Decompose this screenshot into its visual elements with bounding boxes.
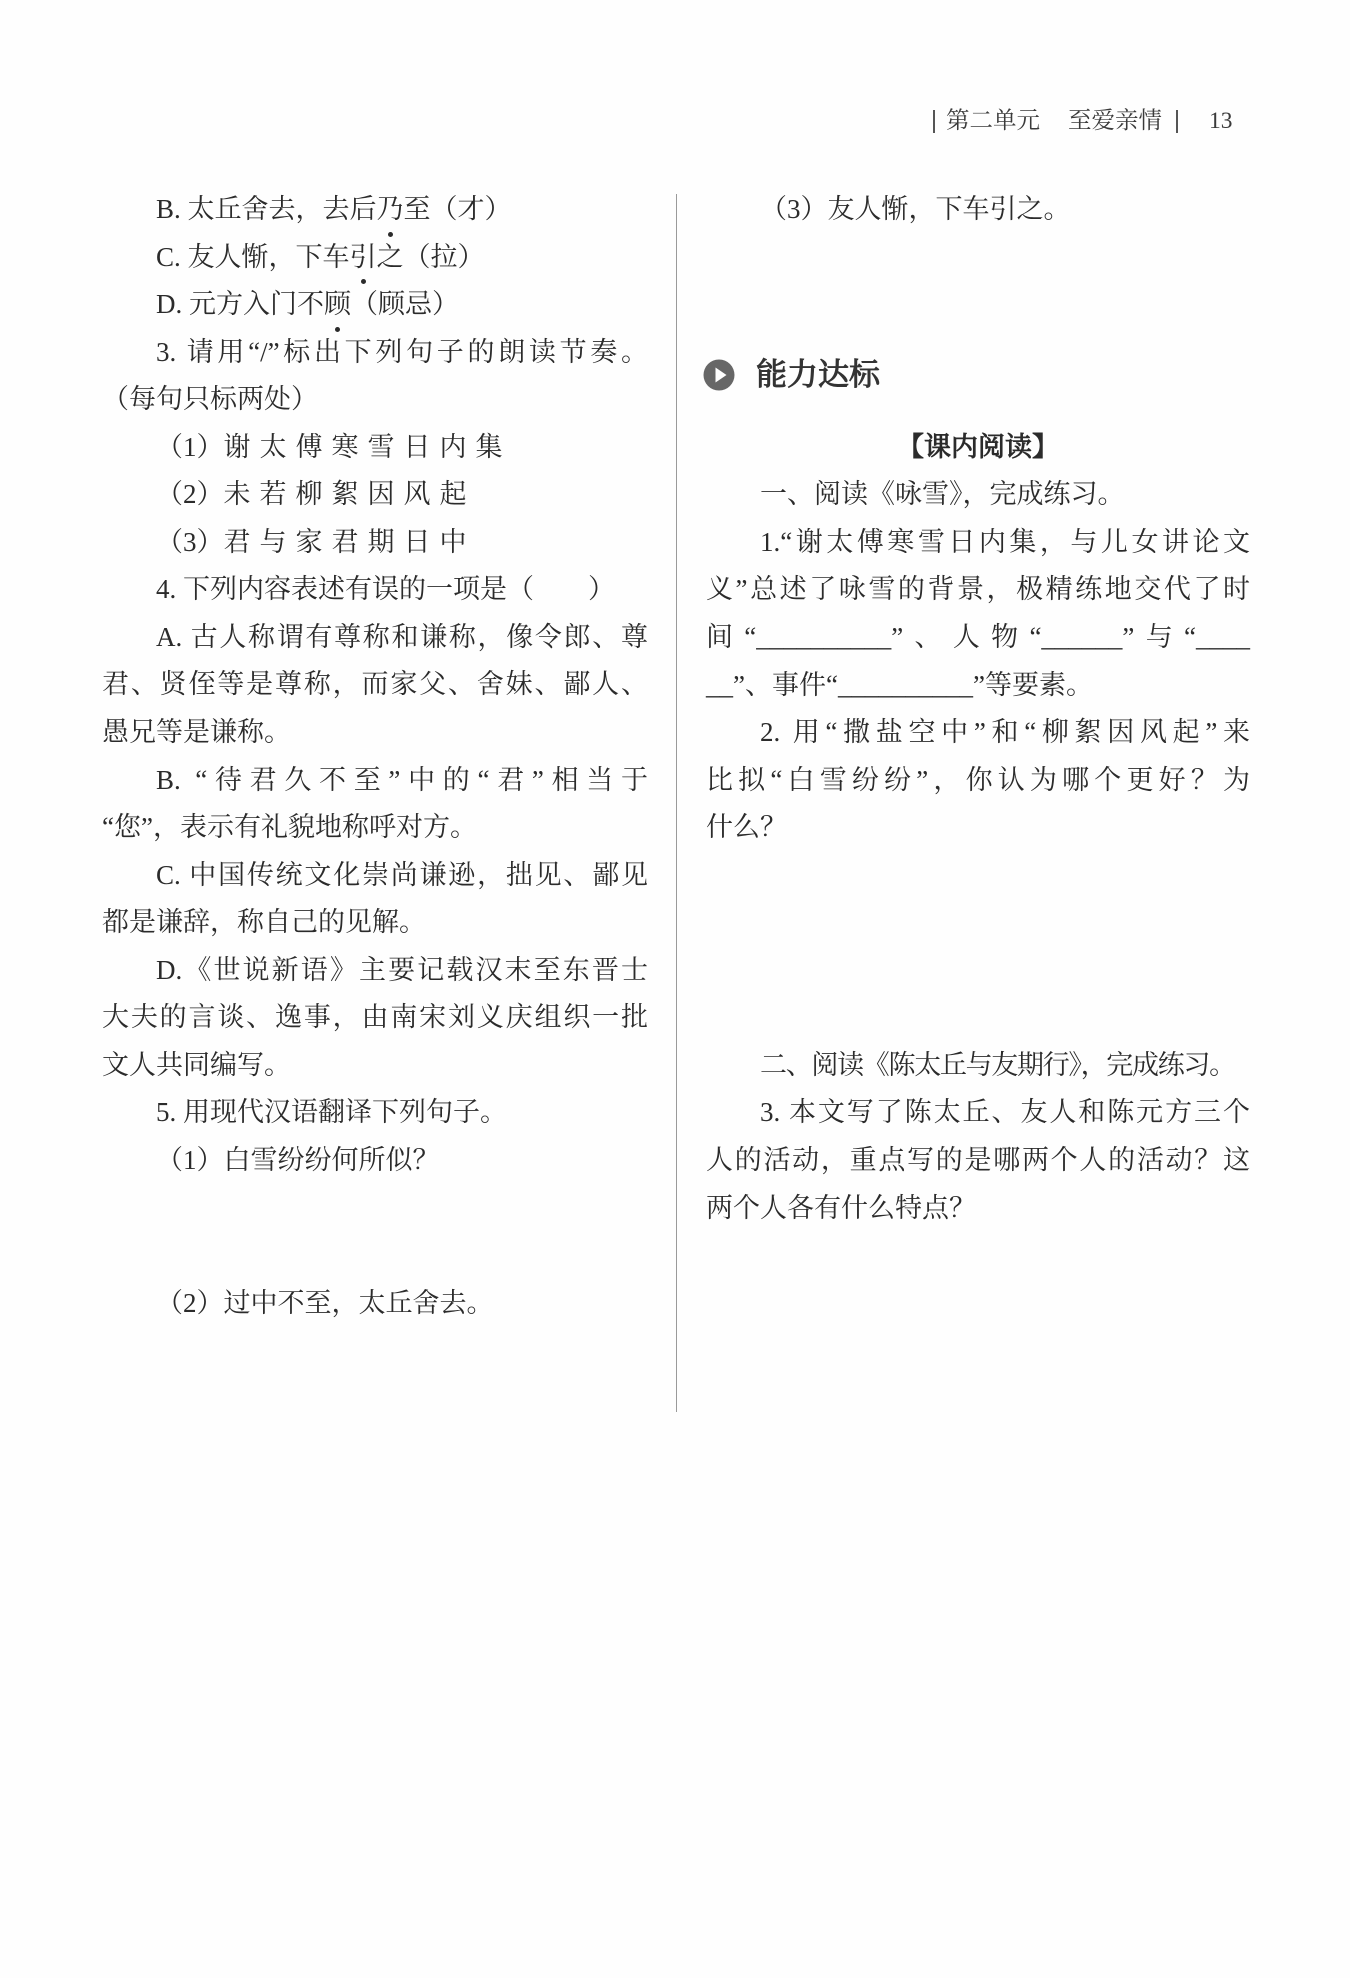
section-title: 能力达标	[756, 356, 880, 393]
question-1-line: 1.“谢太傅寒雪日内集，与儿女讲论文	[760, 526, 1250, 557]
section-heading	[706, 234, 1250, 424]
theme-title: 至爱亲情	[1068, 108, 1162, 134]
option-d-line: 大夫的言谈、逸事，由南宋刘义庆组织一批	[102, 1002, 648, 1033]
column-divider	[676, 194, 677, 1412]
option-a-line: A. 古人称谓有尊称和谦称，像令郎、尊	[156, 621, 648, 652]
page-number: 13	[1209, 108, 1233, 134]
item-sentence: 君与家君期日中	[223, 526, 476, 557]
question-3-line: 两个人各有什么特点？	[706, 1192, 976, 1223]
header-separator	[933, 110, 935, 133]
item-number: （1）	[156, 431, 224, 462]
question-3-item	[102, 424, 648, 472]
option-a-line: 君、贤侄等是尊称，而家父、舍妹、鄙人、	[102, 669, 648, 700]
option-text-end: （顾忌）	[351, 289, 459, 320]
subsection-title: 【课内阅读】	[897, 431, 1059, 463]
emphasized-character: 引	[350, 234, 377, 282]
question-1-line: 间“__________”、人物“______”与“____	[706, 621, 1250, 652]
emphasized-character: 顾	[324, 281, 351, 329]
option-a-line: 愚兄等是谦称。	[102, 717, 291, 748]
question-3-item	[102, 471, 648, 519]
item-number: （2）	[156, 479, 224, 510]
option-text: B. 太丘舍去，去后	[156, 194, 377, 224]
question-5-item: （1）白雪纷纷何所似？	[156, 1144, 440, 1175]
play-circle-icon	[703, 359, 735, 391]
part-2-title: 二、阅读《陈太丘与友期行》，完成练习。	[760, 1049, 1235, 1080]
part-1-title: 一、阅读《咏雪》，完成练习。	[760, 479, 1125, 510]
question-2-line: 什么？	[706, 812, 787, 843]
option-b-line: B. “待君久不至”中的“君”相当于	[156, 764, 648, 795]
unit-title: 第二单元	[946, 108, 1040, 134]
answer-space	[102, 1184, 648, 1279]
option-c	[102, 234, 648, 282]
question-3-line: 人的活动，重点写的是哪两个人的活动？这	[706, 1145, 1250, 1176]
right-column	[706, 186, 1250, 1232]
question-3-item	[102, 519, 648, 567]
header-separator	[1176, 110, 1178, 133]
item-sentence: 未若柳絮因风起	[223, 479, 476, 510]
option-c-line: C. 中国传统文化崇尚谦逊，拙见、鄙见	[156, 859, 648, 890]
answer-space	[706, 852, 1250, 1042]
option-d-line: D.《世说新语》主要记载汉末至东晋士	[156, 954, 648, 985]
option-b	[102, 186, 648, 234]
question-2-line: 比拟“白雪纷纷”，你认为哪个更好？为	[706, 764, 1250, 795]
emphasized-character: 乃	[377, 186, 404, 234]
question-1-line: 义”总述了咏雪的背景，极精练地交代了时	[706, 574, 1250, 605]
item-number: （3）	[156, 526, 224, 557]
option-text-end: 至（才）	[403, 194, 512, 224]
option-d-line: 文人共同编写。	[102, 1049, 291, 1080]
question-2-line: 2. 用“撒盐空中”和“柳絮因风起”来	[760, 717, 1250, 748]
question-3-stem-continued: （每句只标两处）	[102, 384, 318, 415]
left-column	[102, 186, 648, 1327]
option-d	[102, 281, 648, 329]
question-4-stem: 4. 下列内容表述有误的一项是（ ）	[156, 574, 615, 605]
option-text: D. 元方入门不	[156, 289, 324, 320]
question-5-item: （2）过中不至，太丘舍去。	[156, 1287, 494, 1318]
option-b-line: “您”，表示有礼貌地称呼对方。	[102, 812, 477, 843]
question-5-item: （3）友人惭，下车引之。	[760, 194, 1071, 224]
option-text: C. 友人惭，下车	[156, 241, 350, 272]
question-1-line: __”、事件“__________”等要素。	[706, 669, 1093, 700]
question-3-line: 3. 本文写了陈太丘、友人和陈元方三个	[760, 1097, 1250, 1128]
option-c-line: 都是谦辞，称自己的见解。	[102, 907, 426, 938]
question-3-stem: 3. 请用“/”标出下列句子的朗读节奏。	[156, 336, 648, 367]
item-sentence: 谢太傅寒雪日内集	[223, 431, 512, 462]
question-5-stem: 5. 用现代汉语翻译下列句子。	[156, 1097, 507, 1128]
option-text-end: 之（拉）	[376, 241, 485, 272]
